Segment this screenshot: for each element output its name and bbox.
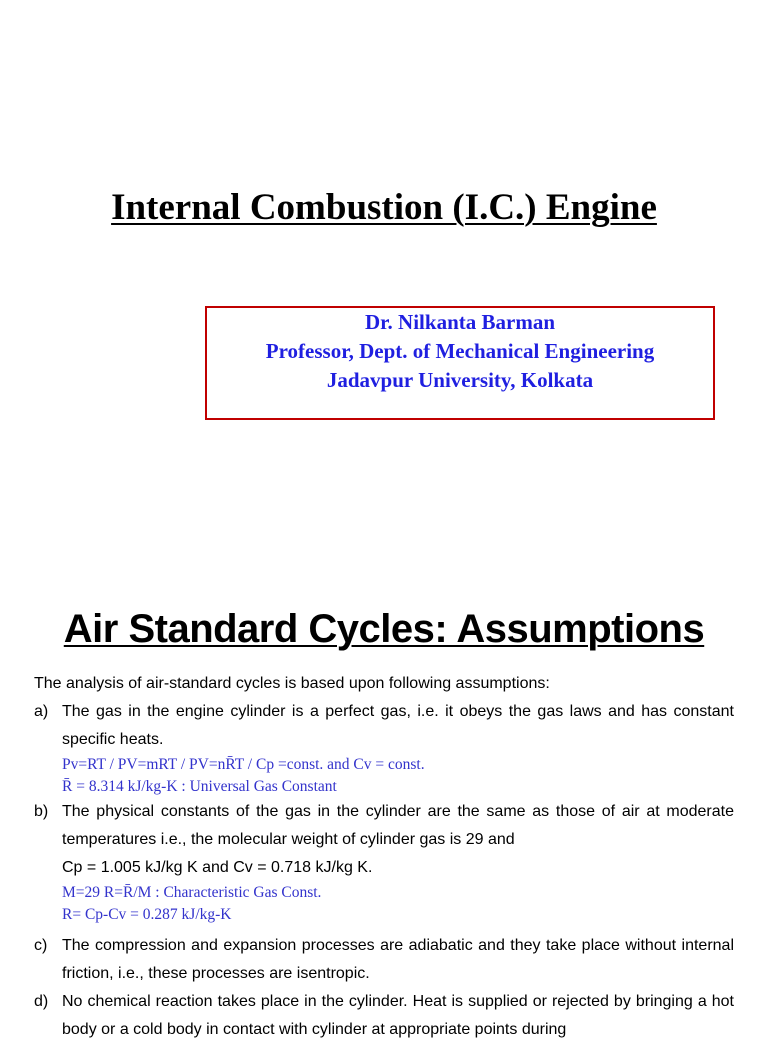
slide-assumptions [0, 560, 768, 1038]
author-affiliation: Jadavpur University, Kolkata [326, 368, 594, 392]
item-text: The compression and expansion processes are adiabatic and they take place without internal friction, i.e., these processes are isentropic. [62, 937, 734, 982]
formula-note: R̄ = 8.314 kJ/kg-K : Universal Gas Constant [62, 778, 337, 795]
list-item [34, 988, 734, 1044]
formula-note: M=29 R=R̄/M : Characteristic Gas Const. [62, 884, 322, 901]
item-marker: c) [34, 937, 48, 954]
item-text: The gas in the engine cylinder is a perfect gas, i.e. it obeys the gas laws and has constant specific heats. [62, 703, 734, 748]
item-text: The physical constants of the gas in the cylinder are the same as those of air at moderate temperatures i.e., the molecular weight of cylinder gas is 29 and [62, 803, 734, 848]
author-name: Dr. Nilkanta Barman [365, 310, 555, 334]
list-item [34, 798, 734, 926]
formula-note: Pv=RT / PV=mRT / PV=nR̄T / Cp =const. and Cv = const. [62, 756, 425, 773]
item-text-cont: Cp = 1.005 kJ/kg K and Cv = 0.718 kJ/kg K. [62, 859, 373, 876]
item-marker: a) [34, 703, 49, 720]
item-text: No chemical reaction takes place in the cylinder. Heat is supplied or rejected by bringing a hot body or a cold body in contact with cylinder at appropriate points during [62, 993, 734, 1038]
item-marker: d) [34, 993, 49, 1010]
list-item [34, 698, 734, 798]
page-title: Internal Combustion (I.C.) Engine [111, 187, 657, 228]
section-title: Air Standard Cycles: Assumptions [63, 607, 705, 651]
list-item [34, 932, 734, 988]
formula-note: R= Cp-Cv = 0.287 kJ/kg-K [62, 906, 232, 923]
assumptions-body [34, 670, 734, 1044]
item-marker: b) [34, 803, 49, 820]
intro-text: The analysis of air-standard cycles is based upon following assumptions: [34, 675, 550, 692]
author-box [205, 306, 715, 420]
author-position: Professor, Dept. of Mechanical Engineering [265, 339, 655, 363]
